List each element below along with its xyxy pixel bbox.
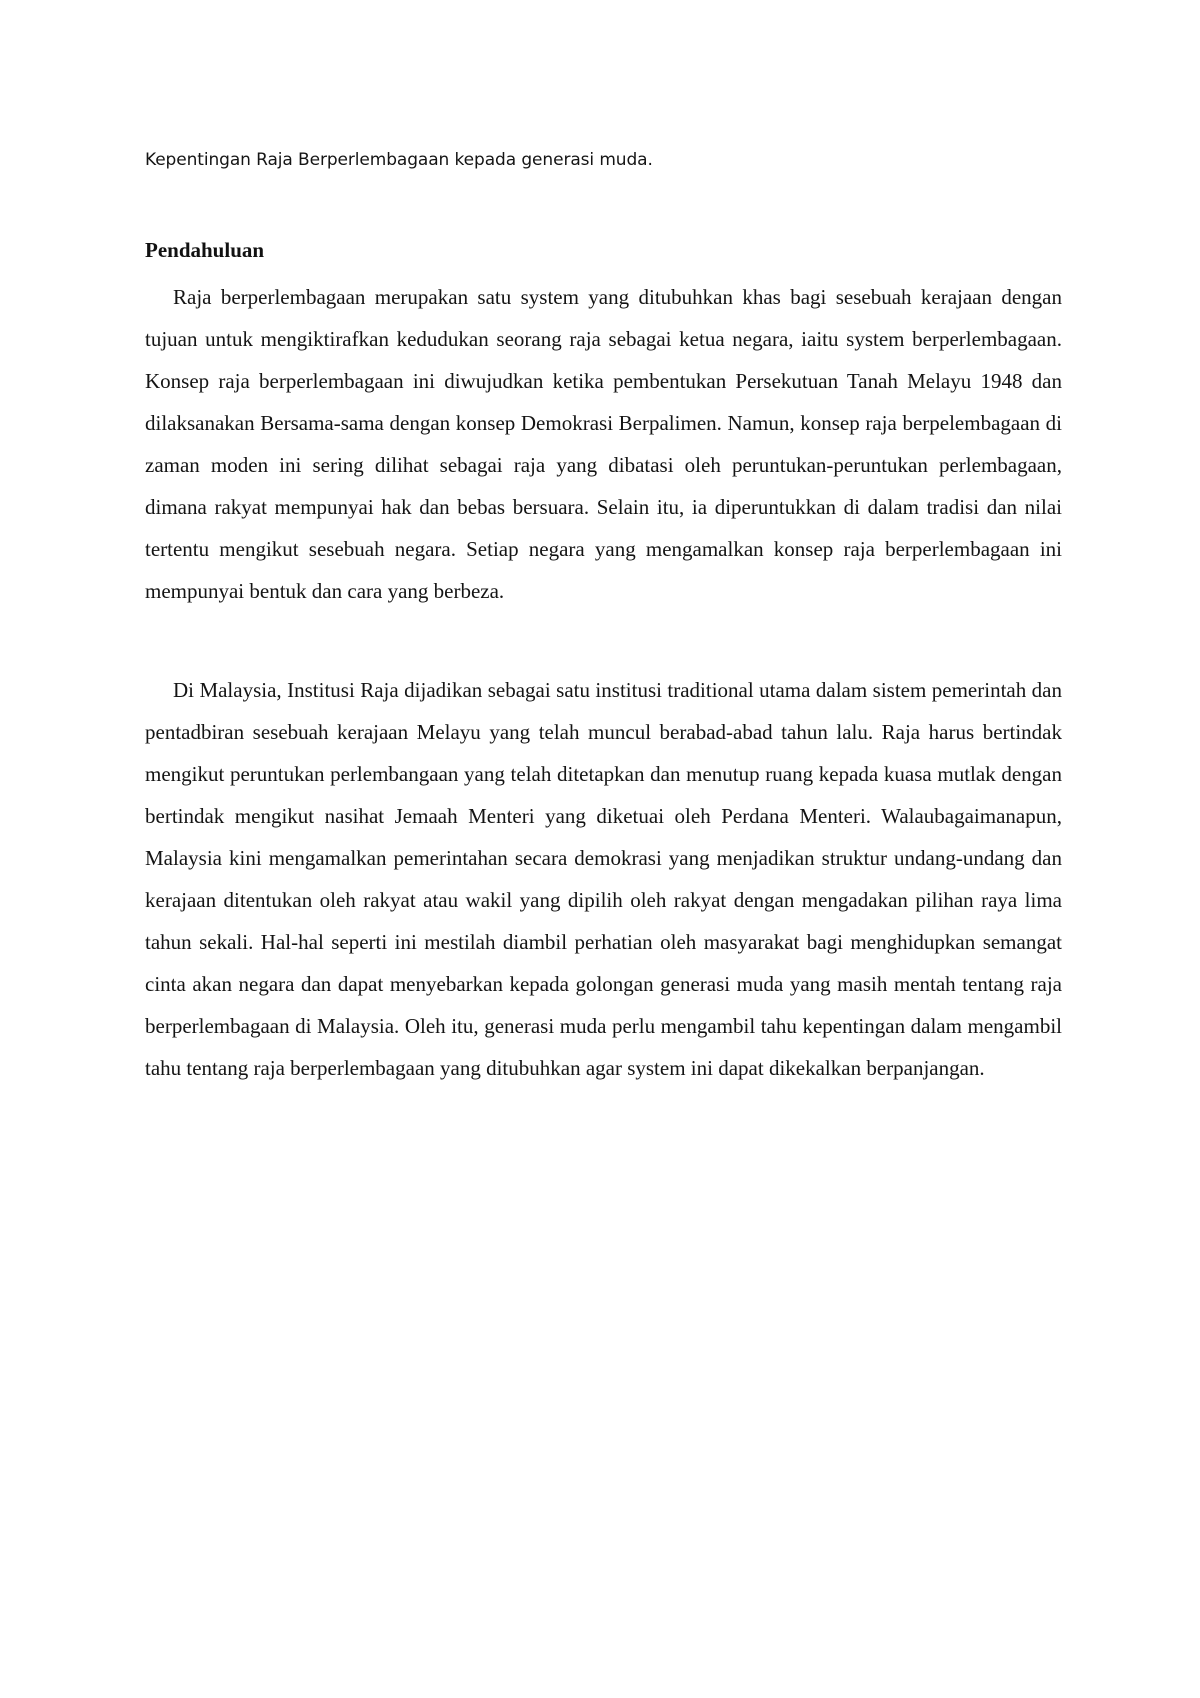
body-paragraph: Di Malaysia, Institusi Raja dijadikan sebagai satu institusi traditional utama dalam sistem pemerintah dan pentadbiran sesebuah kerajaan Melayu yang telah muncul berabad-abad tahun lalu. Raja harus bertindak mengikut peruntukan perlembangaan yang telah ditetapkan dan menutup ruang kepada kuasa mutlak dengan bertindak mengikut nasihat Jemaah Menteri yang diketuai oleh Perdana Menteri. Walaubagaimanapun, Malaysia kini mengamalkan pemerintahan secara demokrasi yang menjadikan struktur undang-undang dan kerajaan ditentukan oleh rakyat atau wakil yang dipilih oleh rakyat dengan mengadakan pilihan raya lima tahun sekali. Hal-hal seperti ini mestilah diambil perhatian oleh masyarakat bagi menghidupkan semangat cinta akan negara dan dapat menyebarkan kepada golongan generasi muda yang masih mentah tentang raja berperlembagaan di Malaysia. Oleh itu, generasi muda perlu mengambil tahu kepentingan dalam mengambil tahu tentang raja berperlembagaan yang ditubuhkan agar system ini dapat dikekalkan berpanjangan. [145,678,1062,1080]
document-title: Kepentingan Raja Berperlembagaan kepada generasi muda. [145,150,653,170]
body-paragraph: Raja berperlembagaan merupakan satu system yang ditubuhkan khas bagi sesebuah kerajaan dengan tujuan untuk mengiktirafkan kedudukan seorang raja sebagai ketua negara, iaitu system berperlembagaan. Konsep raja berperlembagaan ini diwujudkan ketika pembentukan Persekutuan Tanah Melayu 1948 dan dilaksanakan Bersama-sama dengan konsep Demokrasi Berpalimen. Namun, konsep raja berpelembagaan di zaman moden ini sering dilihat sebagai raja yang dibatasi oleh peruntukan-peruntukan perlembagaan, dimana rakyat mempunyai hak dan bebas bersuara. Selain itu, ia diperuntukkan di dalam tradisi dan nilai tertentu mengikut sesebuah negara. Setiap negara yang mengamalkan konsep raja berperlembagaan ini mempunyai bentuk dan cara yang berbeza. [145,285,1062,603]
section-heading: Pendahuluan [145,238,265,262]
